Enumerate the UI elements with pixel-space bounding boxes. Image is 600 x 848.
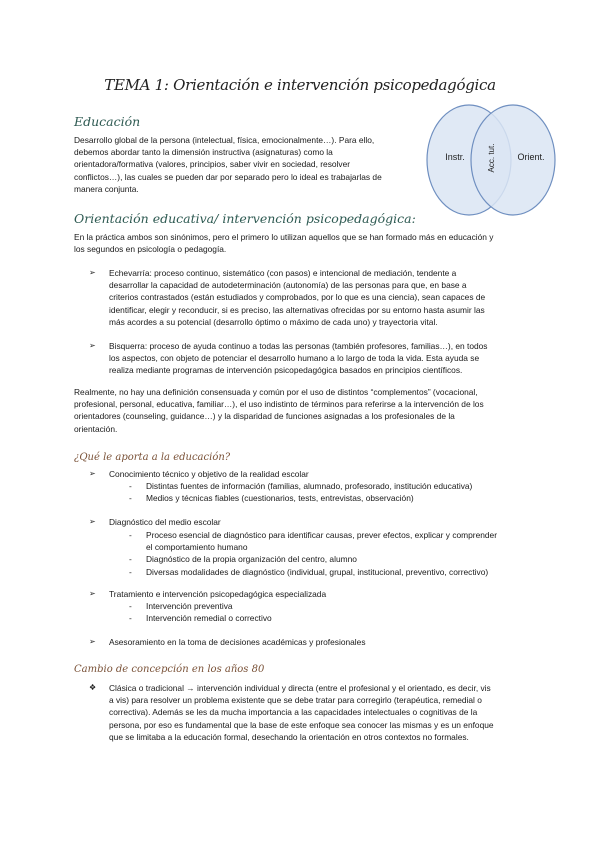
text-line: identificar, elegir y reconducir, si es preciso, las alternativas ofrecidas por su entorno hasta asumir las <box>109 304 485 315</box>
arrow-bullet-icon: ➢ <box>89 589 96 598</box>
text-line: Echevarría: proceso continuo, sistemático (con pasos) e intencional de mediación, tendente a <box>109 268 457 278</box>
venn-diagram <box>425 103 557 218</box>
text-line: Tratamiento e intervención psicopedagógica especializada <box>109 589 327 599</box>
text-line: Diagnóstico de la propia organización del centro, alumno <box>146 554 357 565</box>
sub-item <box>74 600 530 612</box>
text-line: más acordes a su potencial (desarrollo óptimo o máximo de cada uno) y trayectoria vital. <box>109 316 438 327</box>
text-line: los segundos en psicología o pedagogía. <box>74 244 227 255</box>
sub-item <box>74 566 530 578</box>
text-line: En la práctica ambos son sinónimos, pero el primero lo utilizan aquellos que se han formado más en educación y <box>74 232 494 242</box>
text-line: el comportamiento humano <box>146 542 248 553</box>
sub-item <box>74 612 530 624</box>
venn-right-label: Orient. <box>517 152 545 162</box>
text-line: realiza mediante programas de intervención psicopedagógica basados en principios científicos. <box>109 365 463 376</box>
sub-item <box>74 529 530 553</box>
text-line: conflictos…), las cuales se pueden dar por separado pero lo ideal es trabajarlas de <box>74 171 382 182</box>
orientacion-intro <box>74 231 544 255</box>
text-line: orientadora/formativa (valores, principios, saber vivir en sociedad, resolver <box>74 159 351 170</box>
text-line: Desarrollo global de la persona (intelectual, física, emocionalmente…). Para ello, <box>74 135 375 145</box>
aporta-item-3-subs <box>74 600 530 624</box>
definition-bisquerra <box>74 340 530 377</box>
dash-bullet-icon: - <box>129 493 132 504</box>
arrow-bullet-icon: ➢ <box>89 341 96 350</box>
sub-item <box>74 492 530 504</box>
text-line: Proceso esencial de diagnóstico para identificar causas, prever efectos, explicar y comprender <box>146 530 498 540</box>
dash-bullet-icon: - <box>129 530 132 540</box>
sub-item <box>74 480 530 492</box>
text-line: que se limitaba a la educación formal, desechando la orientación en otros contextos no formales. <box>109 731 469 742</box>
text-line: Realmente, no hay una definición consensuada y común por el uso de distintos “complementos” (vocacional, <box>74 387 478 397</box>
list-item <box>74 588 530 600</box>
text-line: correctiva). Además se les da mucha importancia a las capacidades intelectuales o cognitivas de la <box>109 707 478 718</box>
arrow-bullet-icon: ➢ <box>89 517 96 526</box>
text-line: los aspectos, con objeto de potenciar el desarrollo humano a lo largo de toda la vida. Esta ayuda se <box>109 353 480 364</box>
dash-bullet-icon: - <box>129 554 132 565</box>
aporta-item-1-subs <box>74 480 530 504</box>
text-line: Medios y técnicas fiables (cuestionarios, tests, entrevistas, observación) <box>146 493 414 504</box>
list-item <box>74 682 530 743</box>
text-line: debemos abordar tanto la dimensión instructiva (asignaturas) como la <box>74 147 333 158</box>
sub-item <box>74 553 530 565</box>
definitions-list <box>74 267 530 328</box>
text-line: Asesoramiento en la toma de decisiones académicas y profesionales <box>109 637 366 647</box>
text-line: criterios contrastados (están estudiados y comprobados, por lo que es una ciencia), sean capaces de <box>109 292 486 303</box>
arrow-bullet-icon: ➢ <box>89 268 96 277</box>
heading-aporta: ¿Qué le aporta a la educación? <box>74 452 231 463</box>
text-line: Diversas modalidades de diagnóstico (individual, grupal, institucional, preventivo, correctivo) <box>146 566 489 577</box>
text-line: Clásica o tradicional → intervención individual y directa (entre el profesional y el orientado, es decir, vis <box>109 683 491 693</box>
text-line: Diagnóstico del medio escolar <box>109 517 221 527</box>
list-item <box>74 468 530 480</box>
aporta-item-2 <box>74 516 530 528</box>
arrow-bullet-icon: ➢ <box>89 469 96 478</box>
text-line: profesional, personal, educativa, familiar…), el uso indistinto de términos para referirse a la intervención de los <box>74 399 484 410</box>
diamond-bullet-icon: ❖ <box>89 683 97 692</box>
dash-bullet-icon: - <box>129 566 132 577</box>
dash-bullet-icon: - <box>129 481 132 491</box>
text-line: manera conjunta. <box>74 183 139 194</box>
aporta-item-3 <box>74 588 530 600</box>
arrow-bullet-icon: ➢ <box>89 637 96 646</box>
text-line: Distintas fuentes de información (familias, alumnado, profesorado, institución educativa) <box>146 481 473 491</box>
definition-echevarria <box>74 267 530 328</box>
venn-left-label: Instr. <box>445 152 465 162</box>
text-line: Intervención remedial o correctivo <box>146 613 272 624</box>
list-item <box>74 636 530 648</box>
orientacion-closing <box>74 386 544 435</box>
definitions-list-2 <box>74 340 530 377</box>
text-line: orientación. <box>74 423 118 434</box>
venn-center-label: Acc. tut. <box>487 143 496 173</box>
text-line: persona, por eso es fundamental que la base de este enfoque sea conocer las mismas y es un enfoque <box>109 719 494 730</box>
aporta-item-1 <box>74 468 530 480</box>
aporta-item-2-subs <box>74 529 530 578</box>
educacion-paragraph <box>74 134 414 195</box>
text-line: desarrollar la capacidad de autodeterminación (autonomía) de las personas para que, en base a <box>109 280 467 291</box>
text-line: Conocimiento técnico y objetivo de la realidad escolar <box>109 469 309 479</box>
page-title: TEMA 1: Orientación e intervención psicopedagógica <box>104 76 496 94</box>
heading-educacion: Educación <box>74 114 141 129</box>
dash-bullet-icon: - <box>129 613 132 624</box>
aporta-item-4 <box>74 636 530 648</box>
heading-cambio: Cambio de concepción en los años 80 <box>74 664 265 675</box>
heading-orientacion: Orientación educativa/ intervención psicopedagógica: <box>74 211 416 226</box>
text-line: a vis) para resolver un problema existente que se debe tratar para corregirlo (terapéutica, remedial o <box>109 695 482 706</box>
list-item <box>74 516 530 528</box>
dash-bullet-icon: - <box>129 601 132 611</box>
text-line: Bisquerra: proceso de ayuda continuo a todas las personas (también profesores, familias…), en todos <box>109 341 488 351</box>
text-line: Intervención preventiva <box>146 601 233 611</box>
cambio-list <box>74 682 530 743</box>
text-line: orientadores (counseling, guidance…) y la disparidad de funciones asignadas a los profesionales de la <box>74 411 455 422</box>
